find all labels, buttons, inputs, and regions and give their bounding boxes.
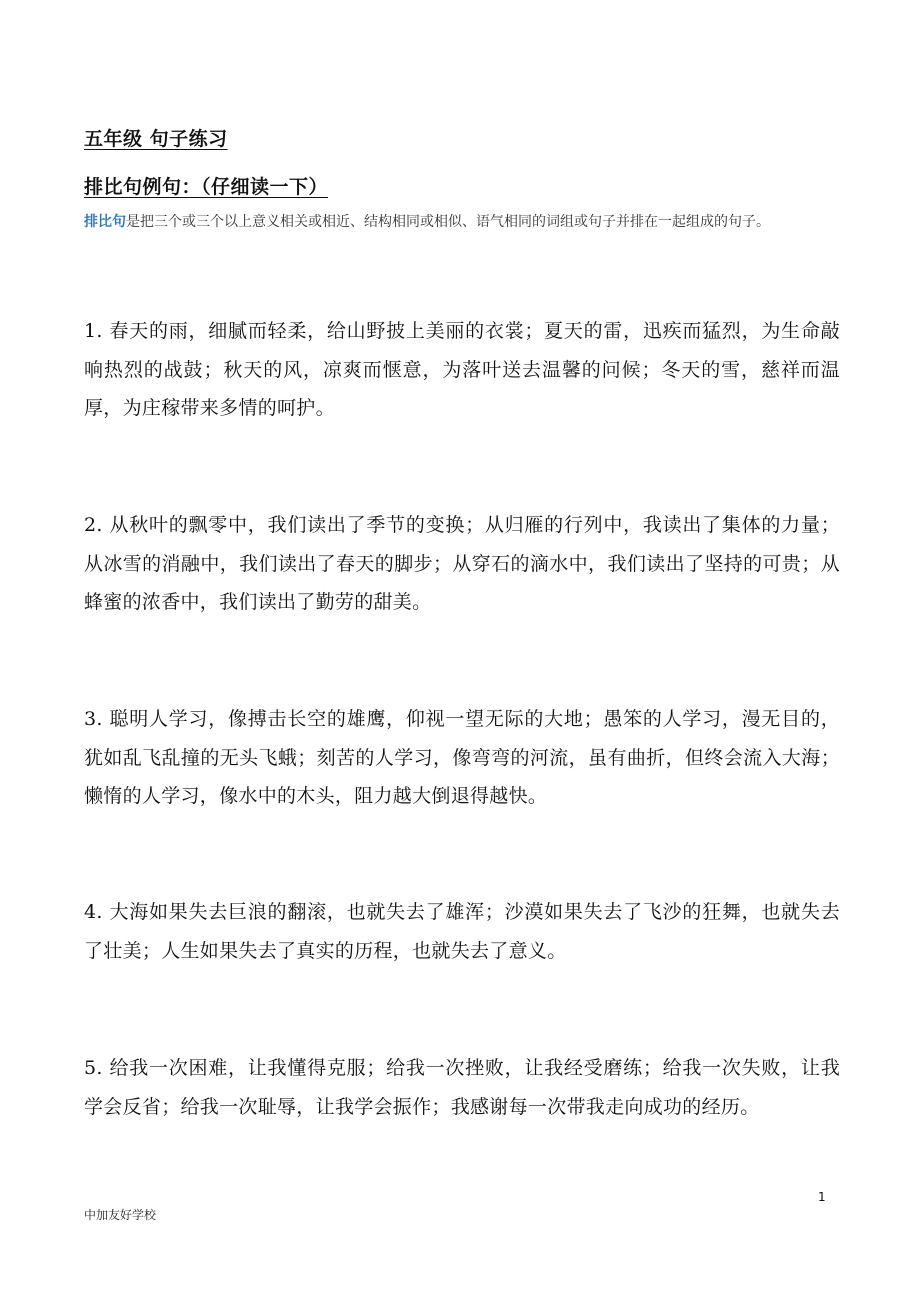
footer-school-name: 中加友好学校 bbox=[84, 1208, 157, 1222]
example-sentence-3: 3. 聪明人学习，像搏击长空的雄鹰，仰视一望无际的大地；愚笨的人学习，漫无目的，犹如乱飞乱撞的无头飞蛾；刻苦的人学习，像弯弯的河流，虽有曲折，但终会流入大海；懒惰的人学习，像水中的木头，阻力越大倒退得越快。 bbox=[84, 708, 840, 807]
example-sentence-5: 5. 给我一次困难，让我懂得克服；给我一次挫败，让我经受磨练；给我一次失败，让我学会反省；给我一次耻辱，让我学会振作；我感谢每一次带我走向成功的经历。 bbox=[84, 1057, 840, 1118]
definition-term: 排比句 bbox=[84, 214, 126, 230]
definition-paragraph bbox=[84, 210, 840, 235]
definition-text: 是把三个或三个以上意义相关或相近、结构相同或相似、语气相同的词组或句子并排在一起组成的句子。 bbox=[126, 214, 770, 230]
page-title: 五年级 句子练习 bbox=[84, 128, 228, 150]
example-sentence-4: 4. 大海如果失去巨浪的翻滚，也就失去了雄浑；沙漠如果失去了飞沙的狂舞，也就失去了壮美；人生如果失去了真实的历程，也就失去了意义。 bbox=[84, 901, 840, 962]
section-subtitle: 排比句例句：（仔细读一下） bbox=[84, 176, 329, 198]
example-sentence-2: 2. 从秋叶的飘零中，我们读出了季节的变换；从归雁的行列中，我读出了集体的力量；从冰雪的消融中，我们读出了春天的脚步；从穿石的滴水中，我们读出了坚持的可贵；从蜂蜜的浓香中，我们读出了勤劳的甜美。 bbox=[84, 514, 840, 613]
page-number: 1 bbox=[818, 1190, 826, 1204]
example-sentence-1: 1. 春天的雨，细腻而轻柔，给山野披上美丽的衣裳；夏天的雷，迅疾而猛烈，为生命敲响热烈的战鼓；秋天的风，凉爽而惬意，为落叶送去温馨的问候；冬天的雪，慈祥而温厚，为庄稼带来多情的呵护。 bbox=[84, 320, 840, 419]
